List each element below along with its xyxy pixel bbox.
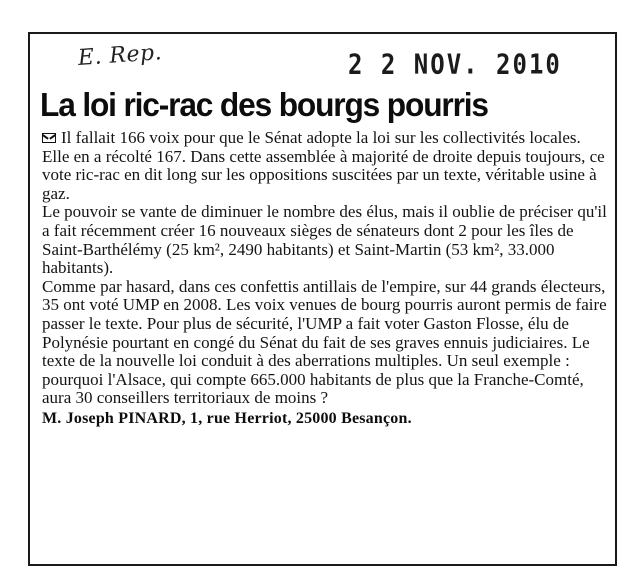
date-stamp: 2 2 NOV. 2010 [348, 48, 562, 81]
clipping-header [30, 40, 615, 84]
author-signature: M. Joseph PINARD, 1, rue Herriot, 25000 Besançon. [42, 409, 412, 427]
newspaper-clipping [28, 32, 617, 566]
paragraph-text: Il fallait 166 voix pour que le Sénat adopte la loi sur les collectivités locales. Elle en a récolté 167. Dans cette assemblée à majorité de droite depuis toujours, ce vote ric-rac en dit long sur les oppositions suscitées par un texte, véritable usine à gaz. [42, 128, 605, 203]
article-paragraph [42, 203, 608, 277]
article-paragraph [42, 278, 608, 408]
article-headline: La loi ric-rac des bourgs pourris [40, 86, 488, 123]
paragraph-text: Le pouvoir se vante de diminuer le nombre des élus, mais il oublie de préciser qu'il a fait récemment créer 16 nouveaux sièges de sénateurs dont 2 pour les îles de Saint-Barthélémy (25 km², 2490 habitants) et Saint-Martin (53 km², 33.000 habitants). [42, 202, 607, 278]
paragraph-text: Comme par hasard, dans ces confettis antillais de l'empire, sur 44 grands électeurs, 35 ont voté UMP en 2008. Les voix venues de bourg pourris auront permis de faire passer le texte. Pour plus de sécurité, l'UMP a fait voter Gaston Flosse, élu de Polynésie pourtant en congé du Sénat du fait de ses graves ennuis judiciaires. Le texte de la nouvelle loi conduit à des aberrations multiples. Un seul exemple : pourquoi l'Alsace, qui compte 665.000 habitants de plus que la Franche-Comté, aura 30 conseillers territoriaux de moins ? [42, 276, 607, 408]
article-body [42, 129, 608, 429]
envelope-icon [42, 133, 56, 143]
handwritten-source-note: E. Rep. [77, 40, 163, 71]
article-paragraph [42, 129, 608, 203]
